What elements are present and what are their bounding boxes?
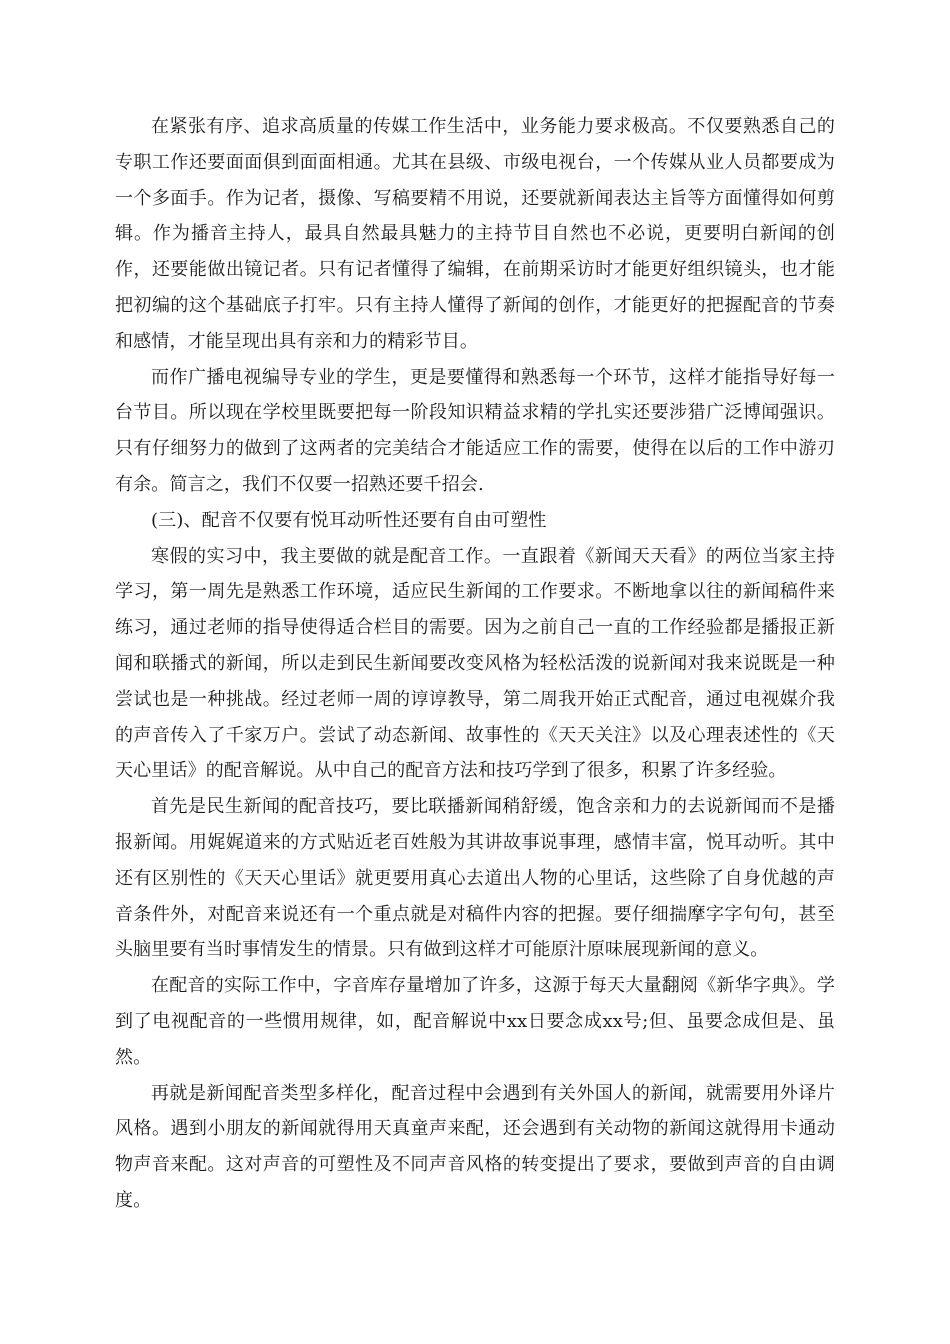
paragraph-winter-internship: 寒假的实习中，我主要做的就是配音工作。一直跟着《新闻天天看》的两位当家主持学习，第一周先是熟悉工作环境，适应民生新闻的工作要求。不断地拿以往的新闻稿件来练习，通过老师的指导使得适合栏目的需要。因为之前自己一直的工作经验都是播报正新闻和联播式的新闻，所以走到民生新闻要改变风格为轻松活泼的说新闻对我来说既是一种尝试也是一种挑战。经过老师一周的谆谆教导，第二周我开始正式配音，通过电视媒介我的声音传入了千家万户。尝试了动态新闻、故事性的《天天关注》以及心理表述性的《天天心里话》的配音解说。从中自己的配音方法和技巧学到了很多，积累了许多经验。: [115, 545, 835, 782]
paragraph-pronunciation: 在配音的实际工作中，字音库存量增加了许多，这源于每天大量翻阅《新华字典》。学到了电视配音的一些惯用规律，如，配音解说中xx日要念成xx号;但、虽要念成但是、虽然。: [115, 975, 835, 1068]
document-body: [115, 109, 835, 1219]
section-heading-dubbing: (三)、配音不仅要有悦耳动听性还要有自由可塑性: [151, 509, 547, 531]
paragraph-student-requirements: 而作广播电视编导专业的学生，更是要懂得和熟悉每一个环节，这样才能指导好每一台节目。所以现在学校里既要把每一阶段知识精益求精的学扎实还要涉猎广泛博闻强识。只有仔细努力的做到了这两者的完美结合才能适应工作的需要，使得在以后的工作中游刃有余。简言之，我们不仅要一招熟还要千招会.: [115, 366, 835, 495]
paragraph-media-work-demands: 在紧张有序、追求高质量的传媒工作生活中，业务能力要求极高。不仅要熟悉自己的专职工作还要面面俱到面面相通。尤其在县级、市级电视台，一个传媒从业人员都要成为一个多面手。作为记者，摄像、写稿要精不用说，还要就新闻表达主旨等方面懂得如何剪辑。作为播音主持人，最具自然最具魅力的主持节目自然也不必说，更要明白新闻的创作，还要能做出镜记者。只有记者懂得了编辑，在前期采访时才能更好组织镜头，也才能把初编的这个基础底子打牢。只有主持人懂得了新闻的创作，才能更好的把握配音的节奏和感情，才能呈现出具有亲和力的精彩节目。: [115, 116, 835, 352]
paragraph-dubbing-techniques: 首先是民生新闻的配音技巧，要比联播新闻稍舒缓，饱含亲和力的去说新闻而不是播报新闻。用娓娓道来的方式贴近老百姓般为其讲故事说事理，感情丰富，悦耳动听。其中还有区别性的《天天心里话》就更要用真心去道出人物的心里话，这些除了自身优越的声音条件外，对配音来说还有一个重点就是对稿件内容的把握。要仔细揣摩字字句句，甚至头脑里要有当时事情发生的情景。只有做到这样才可能原汁原味展现新闻的意义。: [115, 796, 835, 961]
paragraph-voice-styles: 再就是新闻配音类型多样化，配音过程中会遇到有关外国人的新闻，就需要用外译片风格。遇到小朋友的新闻就得用天真童声来配，还会遇到有关动物的新闻这就得用卡通动物声音来配。这对声音的可塑性及不同声音风格的转变提出了要求，要做到声音的自由调度。: [115, 1082, 835, 1211]
